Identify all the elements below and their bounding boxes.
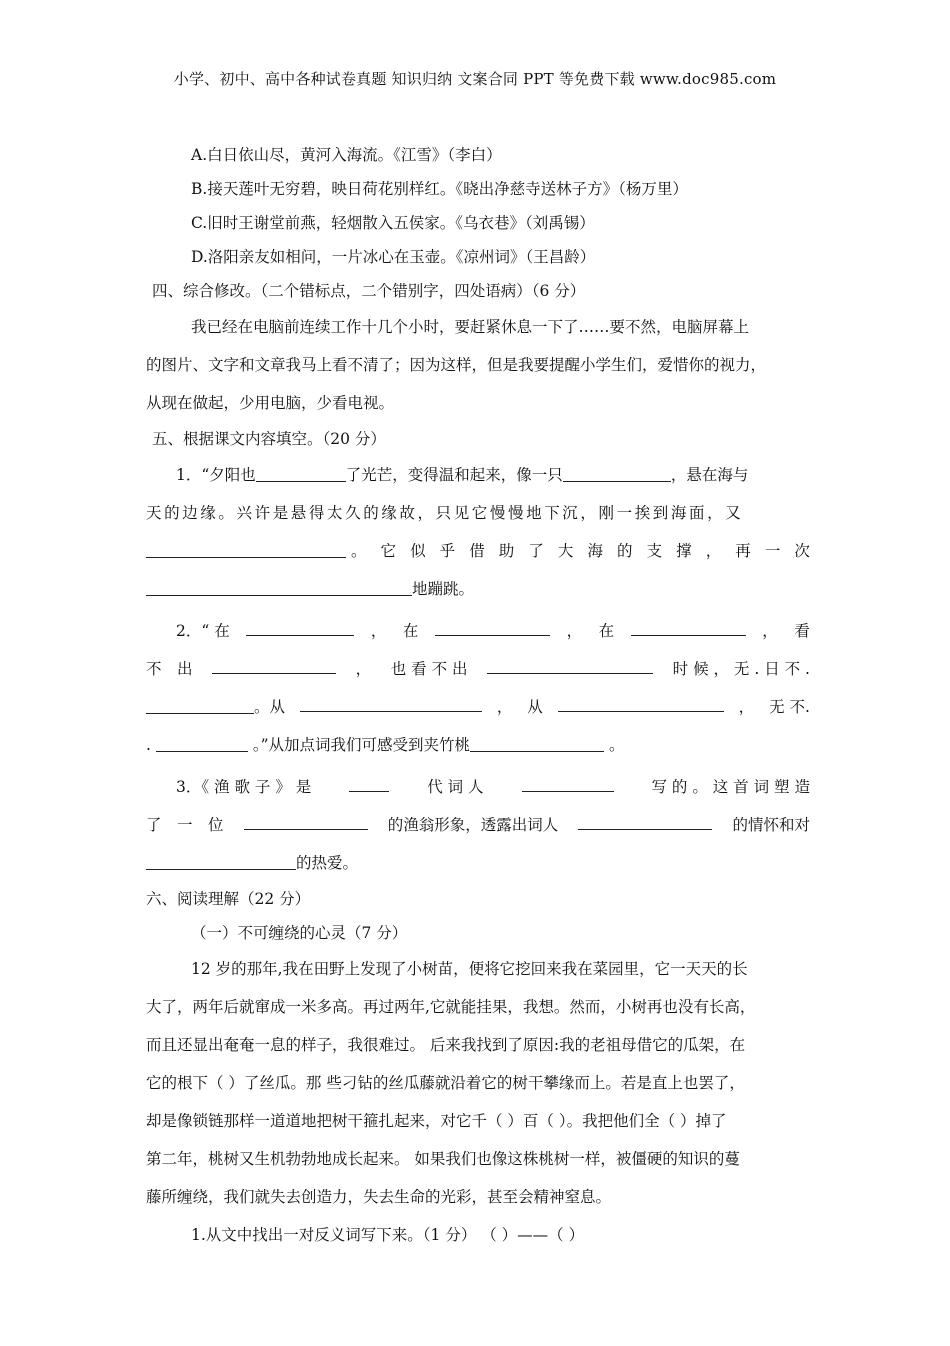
- q5-3-line-2: 了 一 位 的渔翁形象，透露出词人 的情怀和对: [146, 806, 810, 844]
- blank[interactable]: [522, 773, 614, 792]
- section6-title: 六、阅读理解（22 分）: [146, 890, 311, 908]
- option-a: A.白日依山尽，黄河入海流。《江雪》（李白）: [191, 146, 502, 164]
- q5-2-line-2: 不 出 ， 也 看 不 出 时 候 ， 无 . 日 不 .: [146, 650, 810, 688]
- blank[interactable]: [146, 695, 254, 714]
- option-d: D.洛阳亲友如相问，一片冰心在玉壶。《凉州词》（王昌龄）: [191, 248, 596, 266]
- blank[interactable]: [578, 811, 712, 830]
- q5-1-line-1: 1．“夕阳也 了光芒，变得温和起来，像一只 ，悬在海与: [146, 456, 810, 494]
- blank[interactable]: [558, 693, 724, 712]
- blank[interactable]: [212, 655, 336, 674]
- blank[interactable]: [300, 693, 482, 712]
- option-b: B.接天莲叶无穷碧，映日荷花别样红。《晓出净慈寺送林子方》（杨万里）: [191, 180, 688, 198]
- blank[interactable]: [244, 811, 368, 830]
- blank[interactable]: [470, 733, 604, 752]
- q5-3-line-3: 的热爱。: [146, 844, 810, 882]
- exam-content: [146, 138, 810, 1254]
- q5-3-line-1: 3．《 渔 歌 子 》 是 代 词 人 写 的 。 这 首 词 塑 造: [146, 768, 810, 806]
- reading-line-7: 藤所缠绕，我们就失去创造力，失去生命的光彩，甚至会精神窒息。: [146, 1188, 612, 1206]
- section4-line-1: 我已经在电脑前连续工作十几个小时，要赶紧休息一下了……要不然，电脑屏幕上: [191, 318, 750, 336]
- blank[interactable]: [146, 851, 296, 870]
- reading-line-5: 却是像锁链那样一道道地把树干箍扎起来，对它千（ ）百（ ）。我把他们全（ ）掉了: [146, 1112, 727, 1130]
- blank[interactable]: [146, 577, 412, 596]
- reading-line-2: 大了，两年后就窜成一米多高。再过两年,它就能挂果，我想。然而，小树再也没有长高，: [146, 998, 756, 1016]
- blank[interactable]: [349, 773, 389, 792]
- reading-line-1: 12 岁的那年,我在田野上发现了小树苗，便将它挖回来我在菜园里，它一天天的长: [191, 960, 748, 978]
- page-header: 小学、初中、高中各种试卷真题 知识归纳 文案合同 PPT 等免费下载 www.doc985.com: [173, 70, 777, 88]
- section4-title: 四、综合修改。（二个错标点，二个错别字，四处语病）（6 分）: [152, 282, 586, 300]
- reading-question-1: 1.从文中找出一对反义词写下来。（1 分） （ ）——（ ）: [191, 1226, 585, 1244]
- reading-line-4: 它的根下（ ）了丝瓜。那 些刁钻的丝瓜藤就沿着它的树干攀缘而上。若是直上也罢了，: [146, 1074, 745, 1092]
- blank[interactable]: [156, 733, 248, 752]
- blank[interactable]: [246, 617, 354, 636]
- blank[interactable]: [146, 539, 346, 558]
- blank[interactable]: [631, 617, 746, 636]
- reading-line-3: 而且还显出奄奄一息的样子，我很难过。 后来我找到了原因:我的老祖母借它的瓜架，在: [146, 1036, 746, 1054]
- blank[interactable]: [256, 463, 346, 482]
- option-c: C.旧时王谢堂前燕，轻烟散入五侯家。《乌衣巷》（刘禹锡）: [191, 214, 595, 232]
- q5-2-line-1: 2．“ 在 ， 在 ， 在 ， 看: [146, 612, 810, 650]
- q5-1-line-2: 天的边缘。兴许是悬得太久的缘故，只见它慢慢地下沉，刚一挨到海面，又: [146, 504, 744, 522]
- blank[interactable]: [487, 655, 653, 674]
- blank[interactable]: [435, 617, 550, 636]
- section6-subtitle: （一）不可缠绕的心灵（7 分）: [191, 924, 408, 942]
- q5-2-line-3: 。从 ， 从 ， 无 不.: [146, 688, 810, 726]
- q5-1-line-4: 地蹦跳。: [146, 570, 810, 608]
- section5-title: 五、根据课文内容填空。（20 分）: [152, 430, 386, 448]
- section4-line-2: 的图片、文字和文章我马上看不清了；因为这样，但是我要提醒小学生们，爱惜你的视力，: [146, 356, 767, 374]
- section4-line-3: 从现在做起，少用电脑，少看电视。: [146, 394, 395, 412]
- q5-2-line-4: . 。”从加点词我们可感受到夹竹桃 。: [146, 726, 810, 764]
- q5-1-line-3: 。 它 似 乎 借 助 了 大 海 的 支 撑 ， 再 一 次: [146, 532, 810, 570]
- reading-line-6: 第二年，桃树又生机勃勃地成长起来。 如果我们也像这株桃树一样，被僵硬的知识的蔓: [146, 1150, 740, 1168]
- blank[interactable]: [563, 463, 671, 482]
